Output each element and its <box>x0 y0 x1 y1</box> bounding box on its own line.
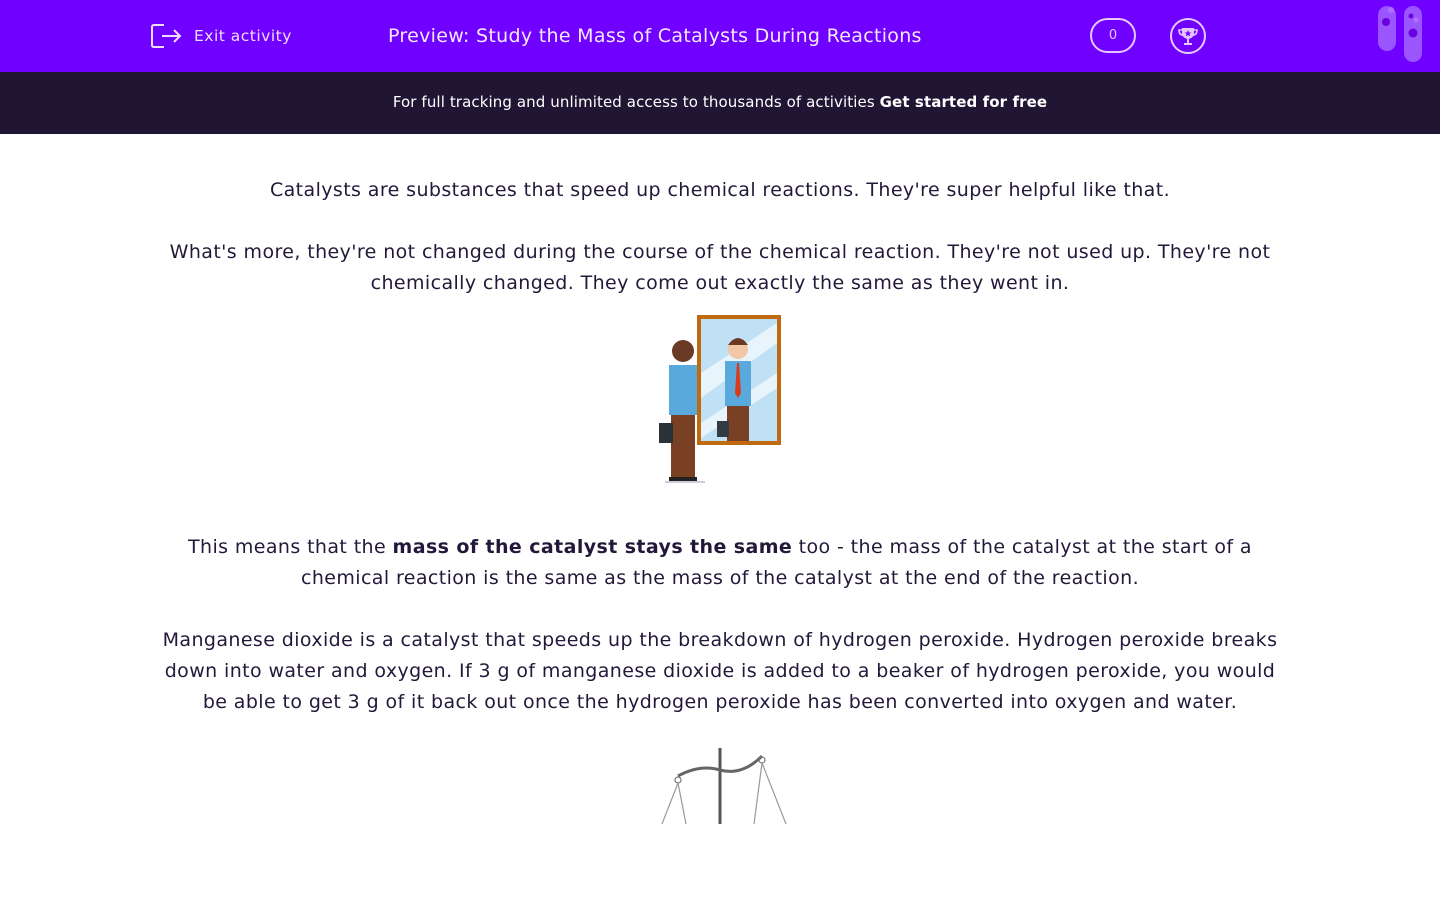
mirror-man-illustration <box>655 313 785 488</box>
exit-icon <box>150 22 184 50</box>
key-point: mass of the catalyst stays the same <box>392 536 793 558</box>
exit-label: Exit activity <box>194 27 292 45</box>
score-badge: 0 <box>1090 18 1136 53</box>
trophy-button[interactable] <box>1170 18 1206 54</box>
paragraph-2: What's more, they're not changed during the course of the chemical reaction. They're not used up. They're not chemically changed. They come out exactly the same as they went in. <box>169 241 1271 294</box>
trophy-icon <box>1177 25 1199 47</box>
paragraph-3: This means that the mass of the catalyst stays the same too - the mass of the catalyst at the start of a chemical reaction is the same as the mass of the catalyst at the end of the reaction. <box>188 536 1252 589</box>
paragraph-1: Catalysts are substances that speed up chemical reactions. They're super helpful like that. <box>269 179 1171 201</box>
exit-activity-button[interactable] <box>150 22 292 50</box>
lesson-content <box>150 175 1290 824</box>
top-bar <box>0 0 1440 72</box>
page-title: Preview: Study the Mass of Catalysts During Reactions <box>388 25 922 47</box>
signup-banner <box>0 72 1440 134</box>
get-started-link[interactable]: Get started for free <box>879 93 1048 111</box>
paragraph-4: Manganese dioxide is a catalyst that speeds up the breakdown of hydrogen peroxide. Hydrogen peroxide breaks down into water and oxygen. If 3 g of manganese dioxide is added to a beaker of hydrogen peroxide, you would be able to get 3 g of it back out once the hydrogen peroxide has been converted into oxygen and water. <box>162 629 1278 713</box>
balance-scale-illustration <box>650 744 790 824</box>
test-tubes-logo-icon <box>1376 6 1426 64</box>
banner-text: For full tracking and unlimited access to thousands of activities <box>392 93 880 111</box>
